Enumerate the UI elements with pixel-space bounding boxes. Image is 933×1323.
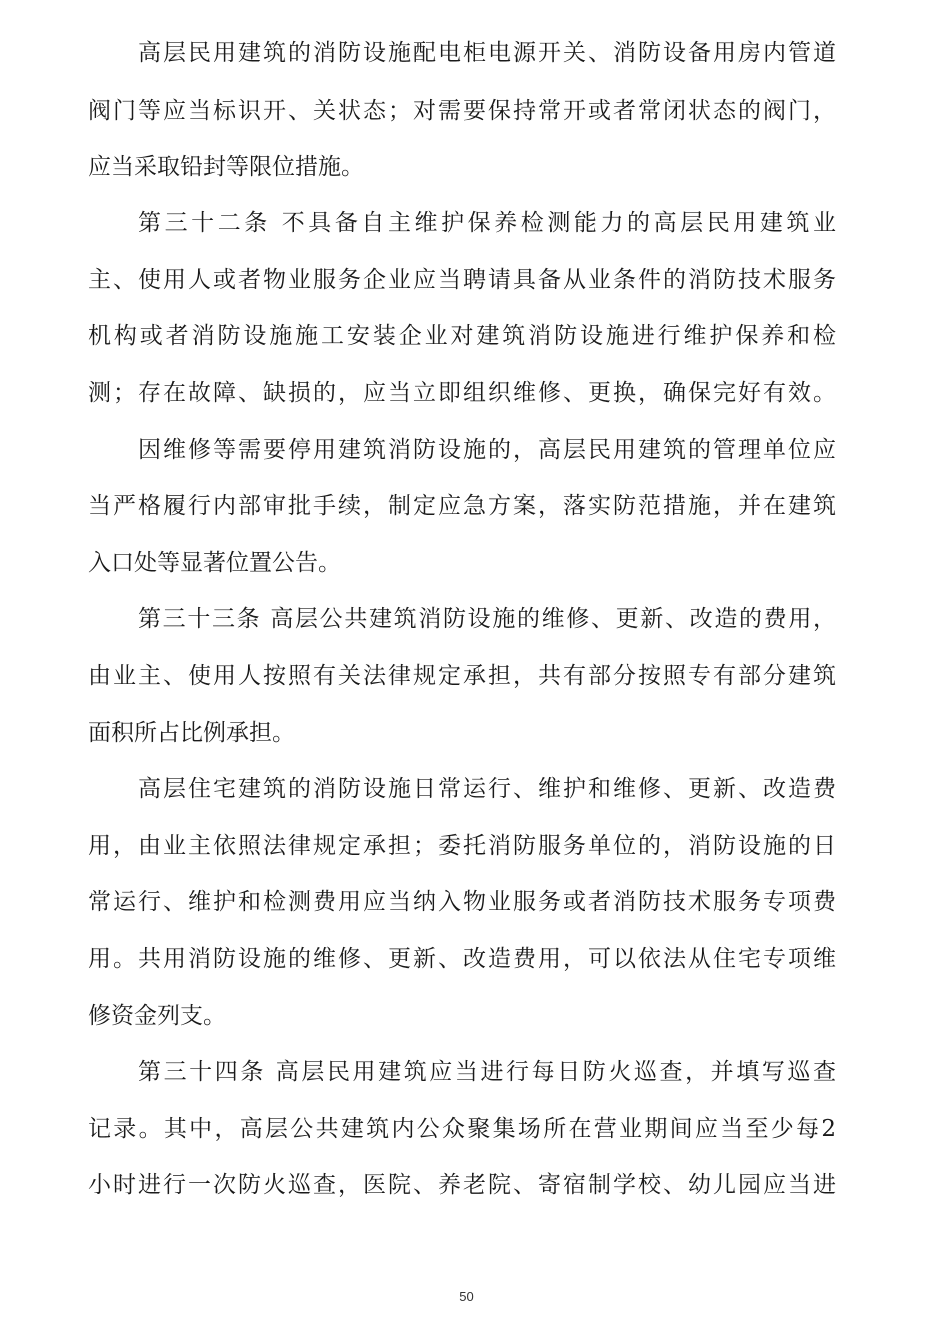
text-line: 记录。其中，高层公共建筑内公众聚集场所在营业期间应当至少每2 [88,1116,836,1142]
text-line: 用。共用消防设施的维修、更新、改造费用，可以依法从住宅专项维 [88,946,836,972]
text-line: 用，由业主依照法律规定承担；委托消防服务单位的，消防设施的日 [88,833,836,859]
text-line: 由业主、使用人按照有关法律规定承担，共有部分按照专有部分建筑 [88,663,836,689]
text-line: 因维修等需要停用建筑消防设施的，高层民用建筑的管理单位应 [138,437,836,463]
page-number: 50 [459,1289,474,1304]
text-line: 入口处等显著位置公告。 [88,550,341,576]
text-line: 第三十二条 不具备自主维护保养检测能力的高层民用建筑业 [138,210,836,236]
text-line: 常运行、维护和检测费用应当纳入物业服务或者消防技术服务专项费 [88,889,836,915]
text-line: 高层住宅建筑的消防设施日常运行、维护和维修、更新、改造费 [138,776,836,802]
text-line: 当严格履行内部审批手续，制定应急方案，落实防范措施，并在建筑 [88,493,836,519]
text-line: 小时进行一次防火巡查，医院、养老院、寄宿制学校、幼儿园应当进 [88,1172,836,1198]
text-line: 高层民用建筑的消防设施配电柜电源开关、消防设备用房内管道 [138,40,836,66]
text-line: 面积所占比例承担。 [88,720,295,746]
text-line: 机构或者消防设施施工安装企业对建筑消防设施进行维护保养和检 [88,323,836,349]
text-line: 主、使用人或者物业服务企业应当聘请具备从业条件的消防技术服务 [88,267,836,293]
text-line: 阀门等应当标识开、关状态；对需要保持常开或者常闭状态的阀门， [88,98,836,124]
text-line: 修资金列支。 [88,1003,226,1029]
text-line: 应当采取铅封等限位措施。 [88,154,364,180]
text-line: 第三十三条 高层公共建筑消防设施的维修、更新、改造的费用， [138,606,836,632]
text-line: 测；存在故障、缺损的，应当立即组织维修、更换，确保完好有效。 [88,380,836,406]
text-line: 第三十四条 高层民用建筑应当进行每日防火巡查，并填写巡查 [138,1059,836,1085]
